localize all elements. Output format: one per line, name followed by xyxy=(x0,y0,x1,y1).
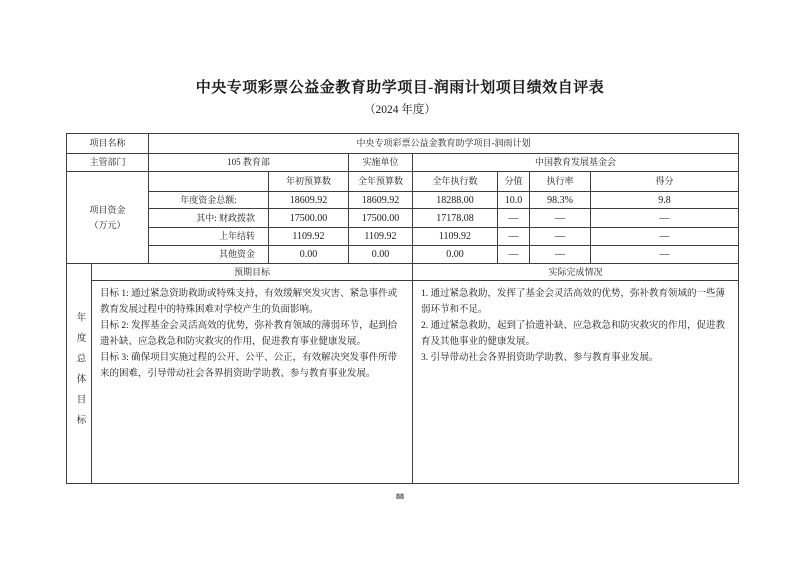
expected-goal-item: 目标 3: 确保项目实施过程的公开、公平、公正，有效解决突发事件所带来的困难，引导带动社会各界捐资助学助教、参与教育事业发展。 xyxy=(100,353,398,379)
funding-cell: 18609.92 xyxy=(349,192,413,209)
expected-goal-item: 目标 1: 通过紧急资助救助或特殊支持，有效缓解突发灾害、紧急事件或教育发展过程中的特殊困难对学校产生的负面影响。 xyxy=(100,289,398,315)
funding-cell: 17500.00 xyxy=(269,209,349,228)
funding-cell: 1109.92 xyxy=(349,228,413,246)
funding-section-label xyxy=(67,172,149,264)
impl-unit-value: 中国教育发展基金会 xyxy=(413,154,739,172)
funding-cell: — xyxy=(498,246,530,264)
funding-row-label: 年度资金总额: xyxy=(149,192,269,209)
page-number: 88 xyxy=(396,492,404,501)
project-name-value: 中央专项彩票公益金教育助学项目-润雨计划 xyxy=(149,134,739,154)
funding-cell: — xyxy=(498,209,530,228)
funding-cell: — xyxy=(591,246,739,264)
actual-completion-content xyxy=(413,281,739,484)
funding-cell: — xyxy=(498,228,530,246)
funding-cell: — xyxy=(591,209,739,228)
funding-cell: 10.0 xyxy=(498,192,530,209)
expected-goal-item: 目标 2: 发挥基金会灵活高效的优势，弥补教育领域的薄弱环节，起到拾遗补缺、应急救急和防灾救灾的作用，促进教育事业健康发展。 xyxy=(100,321,398,347)
funding-cell: 18288.00 xyxy=(413,192,498,209)
funding-cell: 1109.92 xyxy=(269,228,349,246)
funding-cell: 0.00 xyxy=(269,246,349,264)
funding-cell: 98.3% xyxy=(530,192,591,209)
project-name-label: 项目名称 xyxy=(67,134,149,154)
funding-cell: 17500.00 xyxy=(349,209,413,228)
funding-header-score-weight: 分值 xyxy=(498,172,530,192)
funding-header-spacer xyxy=(149,172,269,192)
funding-cell: — xyxy=(530,246,591,264)
actual-completion-item: 2. 通过紧急救助，起到了拾遗补缺、应急救急和防灾救灾的作用，促进教育及其他事业的健康发展。 xyxy=(421,321,726,347)
funding-header-annual-budget: 全年预算数 xyxy=(349,172,413,192)
funding-cell: — xyxy=(591,228,739,246)
funding-section-label-line1: 项目资金 xyxy=(89,204,126,215)
expected-goal-header: 预期目标 xyxy=(92,264,413,281)
actual-completion-item: 3. 引导带动社会各界捐资助学助教、参与教育事业发展。 xyxy=(421,353,659,363)
annual-goal-side-label-text: 年度总体目标 xyxy=(74,312,85,435)
annual-goal-side-label xyxy=(67,264,92,484)
funding-cell: 0.00 xyxy=(413,246,498,264)
impl-unit-label: 实施单位 xyxy=(349,154,413,172)
funding-header-initial-budget: 年初预算数 xyxy=(269,172,349,192)
funding-cell: 17178.08 xyxy=(413,209,498,228)
funding-header-annual-execution: 全年执行数 xyxy=(413,172,498,192)
funding-cell: — xyxy=(530,228,591,246)
document-title: 中央专项彩票公益金教育助学项目-润雨计划项目绩效自评表 xyxy=(195,80,605,96)
funding-cell: 1109.92 xyxy=(413,228,498,246)
funding-cell: 0.00 xyxy=(349,246,413,264)
dept-label: 主管部门 xyxy=(67,154,149,172)
funding-row-label: 其他资金 xyxy=(149,246,269,264)
actual-completion-item: 1. 通过紧急救助，发挥了基金会灵活高效的优势，弥补教育领域的一些薄弱环节和不足。 xyxy=(421,289,726,315)
funding-header-execution-rate: 执行率 xyxy=(530,172,591,192)
funding-header-score: 得分 xyxy=(591,172,739,192)
funding-cell: — xyxy=(530,209,591,228)
dept-value: 105 教育部 xyxy=(149,154,349,172)
funding-cell: 9.8 xyxy=(591,192,739,209)
document-subtitle: （2024 年度） xyxy=(364,104,436,116)
evaluation-table xyxy=(66,133,739,484)
funding-section-label-line2: （万元） xyxy=(89,219,126,230)
funding-row-label: 其中: 财政拨款 xyxy=(149,209,269,228)
funding-row-label: 上年结转 xyxy=(149,228,269,246)
funding-cell: 18609.92 xyxy=(269,192,349,209)
expected-goal-content xyxy=(92,281,413,484)
actual-completion-header: 实际完成情况 xyxy=(413,264,739,281)
